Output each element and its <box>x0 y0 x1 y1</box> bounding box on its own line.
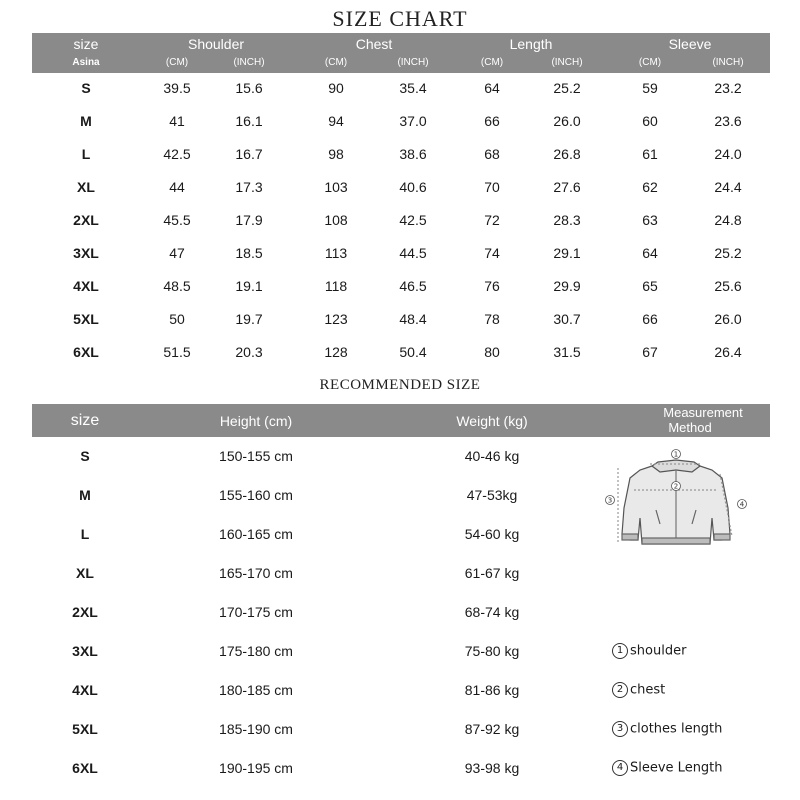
table-cell: 68 <box>484 146 500 162</box>
table-cell: 66 <box>484 113 500 129</box>
table-cell: 118 <box>324 278 348 294</box>
rec-size-label: 5XL <box>72 721 98 737</box>
weight-cell: 40-46 kg <box>464 448 520 464</box>
rec-size-label: S <box>80 448 90 464</box>
unit-inch-label: (INCH) <box>712 57 744 68</box>
group-header-shoulder: Shoulder <box>187 36 245 52</box>
table-cell: 50.4 <box>399 344 427 360</box>
size-label: L <box>81 146 91 162</box>
legend-number-icon: 2 <box>612 682 628 698</box>
height-cell: 155-160 cm <box>219 487 293 503</box>
rec-size-header: size <box>70 412 100 429</box>
size-label: S <box>81 80 91 96</box>
table-cell: 90 <box>328 80 344 96</box>
table-cell: 48.5 <box>163 278 191 294</box>
height-cell: 190-195 cm <box>219 760 293 776</box>
height-cell: 185-190 cm <box>219 721 293 737</box>
table-cell: 59 <box>642 80 658 96</box>
table-cell: 67 <box>642 344 658 360</box>
legend-label: Sleeve Length <box>630 760 723 776</box>
table-cell: 38.6 <box>399 146 427 162</box>
table-cell: 15.6 <box>235 80 263 96</box>
unit-inch-label: (INCH) <box>551 57 583 68</box>
group-header-sleeve: Sleeve <box>668 36 712 52</box>
table-cell: 40.6 <box>399 179 427 195</box>
table-cell: 24.0 <box>714 146 742 162</box>
table-cell: 80 <box>484 344 500 360</box>
table-cell: 128 <box>324 344 348 360</box>
rec-size-label: XL <box>76 565 94 581</box>
weight-cell: 54-60 kg <box>464 526 520 542</box>
table-cell: 26.8 <box>553 146 581 162</box>
weight-cell: 93-98 kg <box>464 760 520 776</box>
table-cell: 25.2 <box>553 80 581 96</box>
unit-inch-label: (INCH) <box>397 57 429 68</box>
unit-cm-label: (CM) <box>638 57 662 68</box>
rec-size-label: 4XL <box>72 682 98 698</box>
table-cell: 63 <box>642 212 658 228</box>
table-cell: 19.1 <box>235 278 263 294</box>
table-cell: 39.5 <box>163 80 191 96</box>
table-cell: 98 <box>328 146 344 162</box>
table-cell: 45.5 <box>163 212 191 228</box>
legend-label: shoulder <box>630 643 687 659</box>
height-cell: 175-180 cm <box>219 643 293 659</box>
weight-cell: 68-74 kg <box>464 604 520 620</box>
rec-size-label: L <box>80 526 90 542</box>
marker-2: 2 <box>673 482 679 491</box>
size-label: 5XL <box>73 311 99 327</box>
size-label: 2XL <box>73 212 99 228</box>
group-header-chest: Chest <box>355 36 393 52</box>
table-cell: 19.7 <box>235 311 263 327</box>
method-header-line1: Measurement <box>663 405 743 420</box>
table-cell: 66 <box>642 311 658 327</box>
height-header: Height (cm) <box>219 413 293 429</box>
table-cell: 27.6 <box>553 179 581 195</box>
table-cell: 76 <box>484 278 500 294</box>
size-label: 4XL <box>73 278 99 294</box>
table-cell: 25.6 <box>714 278 742 294</box>
table-cell: 60 <box>642 113 658 129</box>
unit-cm-label: (CM) <box>324 57 348 68</box>
marker-4: 4 <box>739 500 745 509</box>
legend-number-icon: 1 <box>612 643 628 659</box>
marker-3: 3 <box>607 496 613 505</box>
size-label: 3XL <box>73 245 99 261</box>
table-cell: 35.4 <box>399 80 427 96</box>
size-chart-title: SIZE CHART <box>332 6 468 31</box>
table-cell: 64 <box>484 80 500 96</box>
table-cell: 20.3 <box>235 344 263 360</box>
table-cell: 113 <box>324 245 348 261</box>
table-cell: 23.2 <box>714 80 742 96</box>
size-label: 6XL <box>73 344 99 360</box>
height-cell: 160-165 cm <box>219 526 293 542</box>
rec-size-label: 3XL <box>72 643 98 659</box>
weight-cell: 61-67 kg <box>464 565 520 581</box>
rec-size-label: 2XL <box>72 604 98 620</box>
rec-size-label: M <box>79 487 91 503</box>
table-cell: 72 <box>484 212 500 228</box>
table-cell: 78 <box>484 311 500 327</box>
legend-item <box>612 721 722 737</box>
size-column-header: size <box>73 36 99 52</box>
table-cell: 24.4 <box>714 179 742 195</box>
table-cell: 46.5 <box>399 278 427 294</box>
table-cell: 30.7 <box>553 311 581 327</box>
table-cell: 108 <box>324 212 348 228</box>
table-cell: 48.4 <box>399 311 427 327</box>
height-cell: 165-170 cm <box>219 565 293 581</box>
table-cell: 42.5 <box>163 146 191 162</box>
method-header-line2: Method <box>668 420 712 435</box>
legend-item <box>612 760 723 776</box>
table-cell: 51.5 <box>163 344 191 360</box>
table-cell: 28.3 <box>553 212 581 228</box>
table-cell: 26.0 <box>553 113 581 129</box>
weight-header: Weight (kg) <box>456 413 528 429</box>
table-cell: 24.8 <box>714 212 742 228</box>
table-cell: 16.1 <box>235 113 263 129</box>
table-cell: 44.5 <box>399 245 427 261</box>
table-cell: 65 <box>642 278 658 294</box>
recommended-size-header <box>32 404 770 437</box>
table-cell: 44 <box>169 179 185 195</box>
table-cell: 94 <box>328 113 344 129</box>
table-cell: 23.6 <box>714 113 742 129</box>
table-cell: 123 <box>324 311 348 327</box>
unit-cm-label: (CM) <box>480 57 504 68</box>
table-cell: 18.5 <box>235 245 263 261</box>
table-cell: 42.5 <box>399 212 427 228</box>
table-cell: 37.0 <box>399 113 427 129</box>
table-cell: 41 <box>169 113 185 129</box>
legend-number-icon: 3 <box>612 721 628 737</box>
rec-size-label: 6XL <box>72 760 98 776</box>
table-cell: 64 <box>642 245 658 261</box>
size-label: XL <box>77 179 95 195</box>
table-cell: 26.4 <box>714 344 742 360</box>
unit-cm-label: (CM) <box>165 57 189 68</box>
legend-label: chest <box>630 682 666 698</box>
unit-inch-label: (INCH) <box>233 57 265 68</box>
legend-label: clothes length <box>630 721 723 737</box>
table-cell: 74 <box>484 245 500 261</box>
weight-cell: 75-80 kg <box>464 643 520 659</box>
size-label: M <box>80 113 92 129</box>
table-cell: 16.7 <box>235 146 263 162</box>
recommended-size-title: RECOMMENDED SIZE <box>319 377 481 393</box>
table-cell: 70 <box>484 179 500 195</box>
group-header-length: Length <box>509 36 553 52</box>
height-cell: 170-175 cm <box>219 604 293 620</box>
table-cell: 25.2 <box>714 245 742 261</box>
weight-cell: 87-92 kg <box>464 721 520 737</box>
asina-label: Asina <box>72 57 100 68</box>
weight-cell: 47-53kg <box>466 487 518 503</box>
table-cell: 29.1 <box>553 245 581 261</box>
weight-cell: 81-86 kg <box>464 682 520 698</box>
table-cell: 29.9 <box>553 278 581 294</box>
table-cell: 26.0 <box>714 311 742 327</box>
height-cell: 150-155 cm <box>219 448 293 464</box>
marker-1: 1 <box>673 450 679 459</box>
table-cell: 50 <box>169 311 185 327</box>
table-cell: 17.3 <box>235 179 263 195</box>
height-cell: 180-185 cm <box>219 682 293 698</box>
jacket-measurement-icon <box>600 448 752 556</box>
legend-item <box>612 643 686 659</box>
table-cell: 61 <box>642 146 658 162</box>
table-cell: 62 <box>642 179 658 195</box>
table-cell: 17.9 <box>235 212 263 228</box>
table-cell: 31.5 <box>553 344 581 360</box>
legend-item <box>612 682 665 698</box>
table-cell: 103 <box>324 179 348 195</box>
legend-number-icon: 4 <box>612 760 628 776</box>
table-cell: 47 <box>169 245 185 261</box>
